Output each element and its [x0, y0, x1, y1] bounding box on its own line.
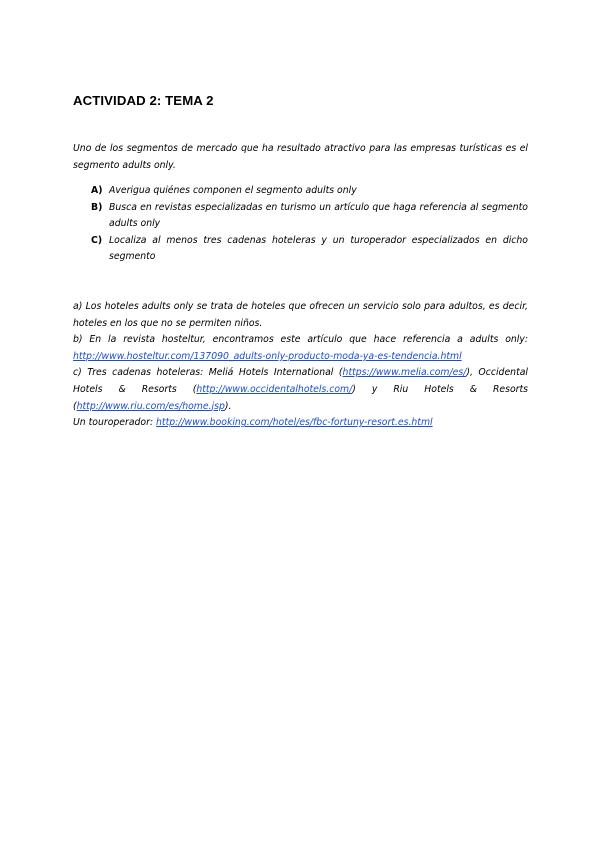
answer-b — [73, 332, 528, 365]
riu-link[interactable]: http://www.riu.com/es/home.jsp — [76, 400, 225, 412]
answer-b-text: b) En la revista hosteltur, encontramos este artículo que hace referencia a adults only: — [73, 334, 528, 346]
list-item — [91, 200, 528, 233]
list-item-text: Averigua quiénes componen el segmento adults only — [109, 185, 357, 196]
answer-c-suffix: ). — [224, 400, 232, 412]
question-list — [91, 183, 528, 266]
melia-link[interactable]: https://www.melia.com/es/ — [342, 367, 467, 379]
list-item-text: Busca en revistas especializadas en turismo un artículo que haga referencia al segmento adults only — [109, 201, 528, 230]
list-item — [91, 183, 528, 200]
list-item-text: Localiza al menos tres cadenas hoteleras y un turoperador especializados en dicho segmento — [109, 234, 528, 263]
booking-link[interactable]: http://www.booking.com/hotel/es/fbc-fortuny-resort.es.html — [156, 417, 433, 429]
list-marker: A) — [91, 185, 103, 196]
answer-d-text: Un touroperador: — [73, 417, 157, 429]
answer-d — [73, 415, 528, 432]
answers-section — [73, 299, 528, 432]
occidental-link[interactable]: http://www.occidentalhotels.com/ — [196, 383, 353, 395]
answer-c-mid2: ) y Riu Hotels & Resorts ( — [73, 383, 528, 412]
answer-c-mid1: ), Occidental Hotels & Resorts ( — [73, 367, 528, 395]
list-marker: B) — [91, 201, 103, 213]
list-item — [91, 233, 528, 266]
intro-paragraph: Uno de los segmentos de mercado que ha resultado atractivo para las empresas turísticas es el segmento adults only. — [73, 143, 528, 171]
answer-c — [73, 365, 528, 415]
answer-c-prefix: c) Tres cadenas hoteleras: Meliá Hotels International ( — [73, 367, 343, 379]
answer-a: a) Los hoteles adults only se trata de hoteles que ofrecen un servicio solo para adultos, es decir, hoteles en los que no se permiten niños. — [73, 301, 528, 329]
hosteltur-article-link[interactable]: http://www.hosteltur.com/137090_adults-only-producto-moda-ya-es-tendencia.html — [73, 350, 462, 362]
page-title: ACTIVIDAD 2: TEMA 2 — [73, 93, 214, 108]
list-marker: C) — [91, 234, 103, 246]
